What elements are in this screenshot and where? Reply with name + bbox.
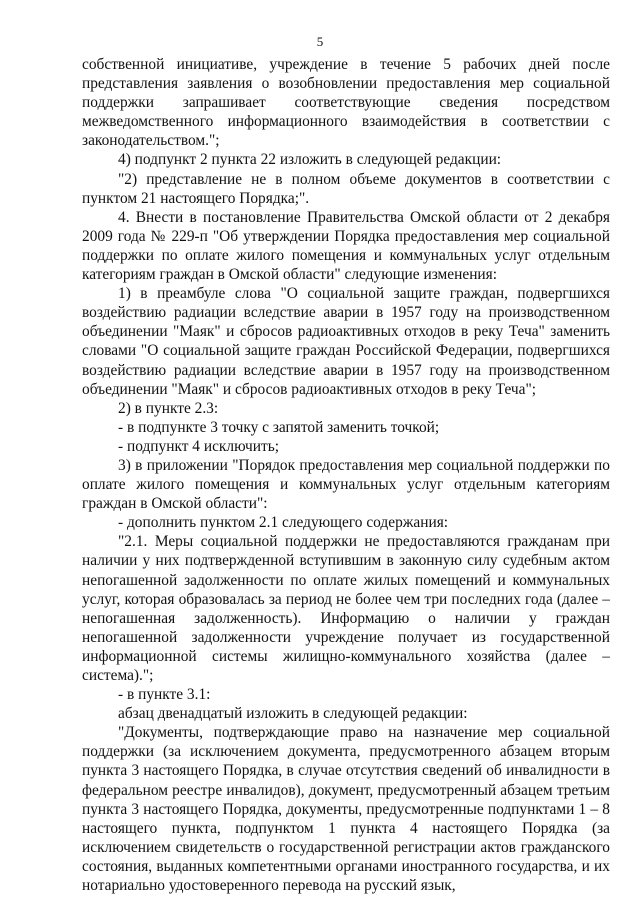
paragraph-preamble-change: 1) в преамбуле слова "О социальной защите граждан, подвергшихся воздействию радиации вследствие аварии в 1957 году на производственном объединении "Маяк" и сбросов радиоактивных отходов в реку Теча" заменить словами "О социальной защите граждан Российской Федерации, подвергшихся воздействию радиации вследствие аварии в 1957 году на производственном объединении "Маяк" и сбросов радиоактивных отходов в реку Теча"; [82, 285, 610, 398]
document-body [82, 55, 610, 895]
paragraph-add-point-2-1: - дополнить пунктом 2.1 следующего содержания: [118, 514, 449, 532]
paragraph-continuation: собственной инициативе, учреждение в течение 5 рабочих дней после представления заявления о возобновлении предоставления мер социальной поддержки запрашивает соответствующие сведения посредством межведомственного информационного взаимодействия в соответствии с законодательством."; [82, 56, 610, 150]
paragraph-point-2-1-text: "2.1. Меры социальной поддержки не предоставляются гражданам при наличии у них подтвержденной вступившим в законную силу судебным актом непогашенной задолженности по оплате жилых помещений и коммунальных услуг, которая образовалась за период не более чем три последних года (далее – непогашенная задолженность). Информацию о наличии у граждан непогашенной задолженности учреждение получает из государственной информационной системы жилищно-коммунального хозяйства (далее – система)."; [82, 533, 610, 684]
paragraph-subpoint-3-change: - в подпункте 3 точку с запятой заменить точкой; [118, 418, 440, 436]
paragraph-twelfth-abzac: абзац двенадцатый изложить в следующей редакции: [118, 705, 468, 723]
paragraph-subpoint-2-text: "2) представление не в полном объеме документов в соответствии с пунктом 21 настоящего Порядка;". [82, 170, 610, 207]
paragraph-point-2-3: 2) в пункте 2.3: [118, 399, 219, 417]
paragraph-appendix-change: 3) в приложении "Порядок предоставления мер социальной поддержки по оплате жилого помещения и коммунальных услуг отдельным категориям граждан в Омской области": [82, 456, 610, 513]
paragraph-subpoint-4-exclude: - подпункт 4 исключить; [118, 437, 279, 455]
paragraph-point-4: 4. Внести в постановление Правительства Омской области от 2 декабря 2009 года № 229-п "Об утверждении Порядка предоставления мер социальной поддержки по оплате жилого помещения и коммунальных услуг отдельным категориям граждан в Омской области" следующие изменения: [82, 208, 610, 284]
paragraph-documents-text: "Документы, подтверждающие право на назначение мер социальной поддержки (за исключением документа, предусмотренного абзацем вторым пункта 3 настоящего Порядка, в случае отсутствия сведений об инвалидности в федеральном реестре инвалидов), документ, предусмотренный абзацем третьим пункта 3 настоящего Порядка, документы, предусмотренные подпунктами 1 – 8 настоящего пункта, подпунктом 1 пункта 4 настоящего Порядка (за исключением свидетельств о государственной регистрации актов гражданского состояния, выданных компетентными органами иностранного государства, и их нотариально удостоверенного перевода на русский язык, [82, 724, 610, 895]
paragraph-point-3-1: - в пункте 3.1: [118, 686, 211, 704]
paragraph-subpoint-4: 4) подпункт 2 пункта 22 изложить в следующей редакции: [118, 151, 502, 169]
page-number: 5 [316, 34, 324, 49]
